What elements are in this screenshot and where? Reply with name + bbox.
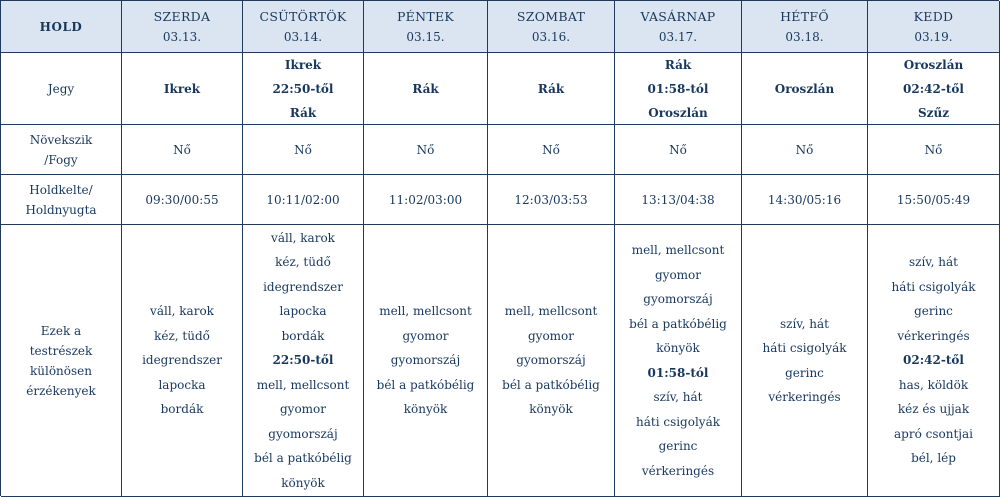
body-part-line: gerinc bbox=[914, 304, 953, 319]
body-parts-cell bbox=[868, 225, 1000, 497]
body-part-line: kéz, tüdő bbox=[275, 255, 331, 270]
body-part-line: gyomorszáj bbox=[268, 426, 338, 441]
row-label-sign bbox=[1, 53, 122, 125]
sign-line: Ikrek bbox=[284, 57, 322, 72]
body-part-line: bordák bbox=[160, 402, 204, 417]
day-date: 03.18. bbox=[785, 29, 824, 44]
body-part-line: könyök bbox=[403, 402, 448, 417]
body-part-line: gyomorszáj bbox=[643, 292, 713, 306]
sign-line: Rák bbox=[289, 105, 317, 120]
day-name: SZERDA bbox=[153, 8, 211, 24]
row-label-phase bbox=[1, 125, 122, 175]
body-parts-cell bbox=[243, 225, 364, 497]
body-part-line: bél a patkóbélig bbox=[376, 377, 475, 392]
moonrise-cell bbox=[488, 175, 615, 225]
body-part-line: gyomor bbox=[279, 402, 327, 417]
moonrise-cell bbox=[615, 175, 742, 225]
body-part-line: gyomor bbox=[527, 328, 575, 343]
sign-cell bbox=[243, 53, 364, 125]
sign-line: 22:50-től bbox=[272, 81, 334, 96]
sign-line: 02:42-től bbox=[903, 81, 964, 96]
sign-line: Oroszlán bbox=[648, 105, 708, 120]
day-header bbox=[243, 1, 364, 53]
moonrise-value: 12:03/03:53 bbox=[514, 192, 588, 207]
row-label-text: érzékenyek bbox=[26, 383, 96, 398]
sign-cell bbox=[615, 53, 742, 125]
body-part-line: háti csigolyák bbox=[762, 341, 847, 355]
moonrise-cell bbox=[122, 175, 243, 225]
sign-line: Rák bbox=[664, 57, 692, 72]
day-header bbox=[615, 1, 742, 53]
body-part-line: könyök bbox=[281, 475, 325, 490]
sign-cell bbox=[868, 53, 1000, 125]
body-part-line: gerinc bbox=[658, 439, 698, 453]
body-part-time: 01:58-tól bbox=[647, 365, 709, 380]
row-label-text: Ezek a bbox=[40, 323, 82, 338]
sign-line: Ikrek bbox=[163, 81, 201, 96]
day-date: 03.15. bbox=[406, 29, 445, 44]
moonrise-cell bbox=[868, 175, 1000, 225]
day-header bbox=[742, 1, 868, 53]
day-date: 03.13. bbox=[162, 29, 202, 44]
body-part-line: idegrendszer bbox=[142, 353, 222, 368]
body-part-line: gerinc bbox=[785, 365, 824, 380]
sign-cell bbox=[742, 53, 868, 125]
sign-line: Rák bbox=[537, 81, 565, 96]
day-date: 03.17. bbox=[658, 29, 698, 44]
body-part-line: has, köldök bbox=[898, 377, 969, 392]
day-header bbox=[122, 1, 243, 53]
body-part-time: 02:42-től bbox=[903, 353, 964, 368]
body-part-line: mell, mellcsont bbox=[256, 377, 350, 392]
sign-line: Rák bbox=[412, 81, 439, 96]
phase-cell bbox=[615, 125, 742, 175]
day-header bbox=[868, 1, 1000, 53]
body-part-line: gyomorszáj bbox=[516, 353, 586, 368]
body-part-line: bél a patkóbélig bbox=[254, 451, 352, 466]
phase-cell bbox=[742, 125, 868, 175]
body-part-line: háti csigolyák bbox=[635, 414, 721, 429]
moonrise-value: 14:30/05:16 bbox=[767, 192, 842, 207]
body-part-line: gyomor bbox=[402, 328, 449, 343]
row-label-body-parts bbox=[1, 225, 122, 497]
phase-cell bbox=[364, 125, 488, 175]
body-part-line: szív, hát bbox=[908, 255, 958, 270]
phase-value: Nő bbox=[542, 142, 560, 157]
body-part-line: bél a patkóbélig bbox=[502, 377, 600, 392]
sign-line: Szűz bbox=[917, 105, 950, 120]
phase-value: Nő bbox=[173, 142, 191, 157]
phase-value: Nő bbox=[795, 142, 814, 157]
phase-cell bbox=[243, 125, 364, 175]
body-part-line: bél a patkóbélig bbox=[629, 316, 727, 331]
sign-cell bbox=[122, 53, 243, 125]
corner-header bbox=[1, 1, 122, 53]
day-name: SZOMBAT bbox=[516, 8, 586, 24]
sign-line: Oroszlán bbox=[774, 81, 835, 96]
day-date: 03.16. bbox=[531, 29, 571, 44]
phase-value: Nő bbox=[294, 142, 312, 157]
body-parts-cell bbox=[615, 225, 742, 497]
body-part-line: háti csigolyák bbox=[891, 279, 976, 294]
sign-line: 01:58-tól bbox=[647, 81, 709, 96]
row-label-text: testrészek bbox=[29, 343, 93, 358]
row-label-text: /Fogy bbox=[44, 152, 78, 167]
body-part-line: váll, karok bbox=[150, 304, 214, 319]
body-part-line: apró csontjai bbox=[894, 426, 973, 441]
moonrise-cell bbox=[742, 175, 868, 225]
phase-cell bbox=[122, 125, 243, 175]
body-part-line: szív, hát bbox=[653, 390, 703, 404]
moonrise-value: 09:30/00:55 bbox=[145, 192, 219, 207]
body-parts-cell bbox=[742, 225, 868, 497]
row-label-text: Növekszik bbox=[29, 132, 93, 147]
day-name: VASÁRNAP bbox=[640, 8, 716, 24]
sign-cell bbox=[364, 53, 488, 125]
body-part-line: vérkeringés bbox=[641, 463, 715, 478]
body-part-line: szív, hát bbox=[779, 316, 829, 331]
body-part-line: gyomorszáj bbox=[390, 353, 461, 368]
moonrise-value: 13:13/04:38 bbox=[641, 192, 715, 207]
body-parts-cell bbox=[364, 225, 488, 497]
hold-label: HOLD bbox=[39, 19, 83, 34]
body-parts-cell bbox=[488, 225, 615, 497]
day-name: PÉNTEK bbox=[396, 8, 455, 24]
body-part-line: vérkeringés bbox=[897, 328, 970, 343]
body-part-line: vérkeringés bbox=[768, 390, 841, 404]
day-name: CSÜTÖRTÖK bbox=[259, 8, 347, 24]
body-part-line: bél, lép bbox=[911, 451, 956, 466]
body-part-line: bordák bbox=[281, 328, 325, 343]
day-header bbox=[364, 1, 488, 53]
moonrise-cell bbox=[364, 175, 488, 225]
body-parts-cell bbox=[122, 225, 243, 497]
day-date: 03.14. bbox=[283, 29, 323, 44]
row-label-moonrise bbox=[1, 175, 122, 225]
moonrise-value: 15:50/05:49 bbox=[896, 192, 971, 207]
body-part-line: könyök bbox=[656, 341, 700, 355]
body-part-time: 22:50-től bbox=[272, 353, 334, 368]
phase-cell bbox=[488, 125, 615, 175]
body-part-line: gyomor bbox=[654, 267, 702, 282]
day-header bbox=[488, 1, 615, 53]
row-label-text: Holdkelte/ bbox=[29, 182, 93, 197]
phase-value: Nő bbox=[924, 142, 943, 157]
phase-value: Nő bbox=[669, 142, 687, 157]
body-part-line: idegrendszer bbox=[263, 279, 343, 294]
day-date: 03.19. bbox=[914, 29, 953, 44]
body-part-line: váll, karok bbox=[271, 230, 335, 245]
body-part-line: kéz, tüdő bbox=[154, 328, 210, 343]
day-name: KEDD bbox=[913, 8, 954, 24]
sign-cell bbox=[488, 53, 615, 125]
body-part-line: lapocka bbox=[279, 304, 327, 319]
body-part-line: mell, mellcsont bbox=[631, 243, 725, 257]
body-part-line: könyök bbox=[529, 402, 573, 417]
row-label-text: Jegy bbox=[47, 81, 75, 96]
moonrise-value: 10:11/02:00 bbox=[266, 192, 340, 207]
body-part-line: lapocka bbox=[158, 377, 206, 392]
row-label-text: különösen bbox=[29, 363, 92, 378]
sign-line: Oroszlán bbox=[903, 57, 964, 72]
body-part-line: kéz és ujjak bbox=[897, 402, 970, 417]
phase-cell bbox=[868, 125, 1000, 175]
body-part-line: mell, mellcsont bbox=[504, 304, 598, 319]
body-part-line: mell, mellcsont bbox=[379, 304, 472, 319]
moonrise-cell bbox=[243, 175, 364, 225]
row-label-text: Holdnyugta bbox=[25, 202, 97, 217]
day-name: HÉTFŐ bbox=[780, 8, 829, 24]
moonrise-value: 11:02/03:00 bbox=[388, 192, 463, 207]
phase-value: Nő bbox=[416, 142, 435, 157]
